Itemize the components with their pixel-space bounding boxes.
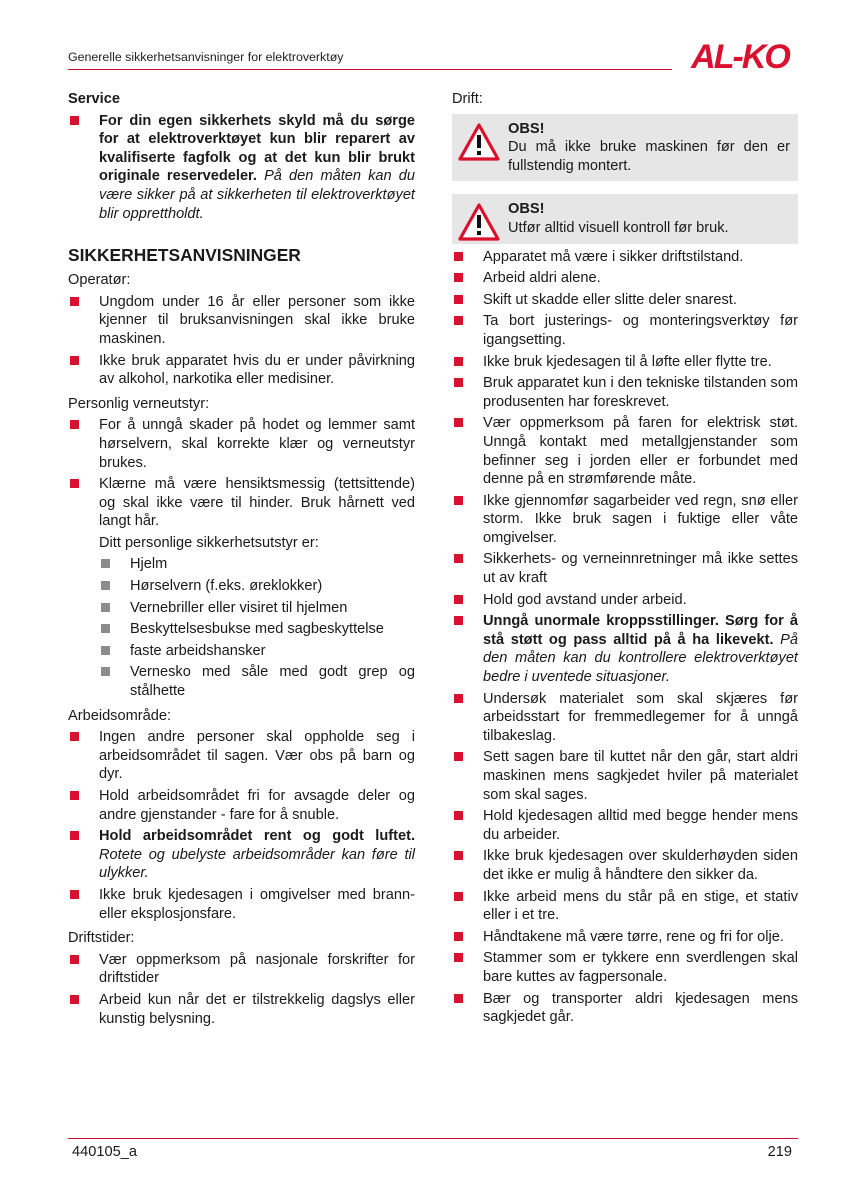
- bullet-square-icon: [101, 667, 110, 676]
- list-item: [68, 577, 415, 596]
- bullet-square-icon: [454, 273, 463, 282]
- list-item: [452, 807, 798, 844]
- list-item: [452, 949, 798, 986]
- bullet-square-icon: [454, 595, 463, 604]
- header-rule: [68, 69, 672, 70]
- warning-box: [452, 114, 798, 182]
- bullet-square-icon: [101, 603, 110, 612]
- list-item: [452, 312, 798, 349]
- item-text: Ikke bruk kjedesagen over skulderhøyden siden det ikke er mulig å håndtere den sikker da.: [483, 848, 798, 883]
- bullet-square-icon: [70, 116, 79, 125]
- bullet-square-icon: [454, 953, 463, 962]
- list-item: [68, 416, 415, 472]
- item-text: Hold arbeidsområdet fri for avsagde deler og andre gjenstander - fare for å snuble.: [99, 788, 415, 823]
- operator-label: Operatør:: [68, 272, 131, 289]
- item-text: Undersøk materialet som skal skjæres før arbeidsstart for fremmedlegemer for å unngå tilbakeslag.: [483, 690, 798, 744]
- page-number: 219: [767, 1144, 792, 1160]
- item-text: Stammer som er tykkere enn sverdlengen skal bare kuttes av fagpersonale.: [483, 950, 798, 985]
- item-text: Hjelm: [130, 556, 168, 573]
- bullet-square-icon: [70, 890, 79, 899]
- item-text: Beskyttelsesbukse med sagbeskyttelse: [130, 621, 384, 638]
- list-item: [68, 951, 415, 988]
- list-item: [68, 352, 415, 389]
- bullet-square-icon: [70, 995, 79, 1004]
- list-item: [68, 827, 415, 883]
- posture-bold-text: Unngå unormale kroppsstillinger. Sørg for å stå støtt og pass alltid på å ha likevekt.: [483, 613, 798, 648]
- workarea-italic-text: Rotete og ubelyste arbeidsområder kan føre til ulykker.: [99, 846, 415, 882]
- service-italic-text: På den måten kan du være sikker på at sikkerheten til elektroverktøyet blir opprettholdt.: [99, 168, 415, 222]
- list-item: [452, 353, 798, 372]
- left-column: [68, 90, 415, 1028]
- list-item: [452, 928, 798, 947]
- item-text: Hold god avstand under arbeid.: [483, 591, 687, 608]
- workarea-label: Arbeidsområde:: [68, 707, 172, 724]
- header-title: Generelle sikkerhetsanvisninger for elektroverktøy: [68, 50, 344, 64]
- bullet-square-icon: [70, 297, 79, 306]
- bullet-square-icon: [70, 356, 79, 365]
- item-text: Ikke bruk apparatet hvis du er under påvirkning av alkohol, narkotika eller medisiner.: [99, 352, 415, 388]
- right-column: [452, 90, 798, 1027]
- warning-title: OBS!: [508, 120, 545, 137]
- workarea-list: [68, 728, 415, 923]
- bullet-square-icon: [454, 694, 463, 703]
- list-item: [68, 112, 415, 224]
- workarea-bold-text: Hold arbeidsområdet rent og godt luftet.: [99, 828, 415, 845]
- warning-box: [452, 194, 798, 243]
- item-text: faste arbeidshansker: [130, 642, 266, 659]
- ppe-list: [68, 416, 415, 531]
- document-code: 440105_a: [72, 1144, 137, 1160]
- warning-triangle-icon: [457, 122, 501, 162]
- list-item: [452, 888, 798, 925]
- bullet-square-icon: [454, 316, 463, 325]
- item-text: Sikkerhets- og verneinnretninger må ikke settes ut av kraft: [483, 551, 798, 587]
- bullet-square-icon: [454, 357, 463, 366]
- warning-text: Du må ikke bruke maskinen før den er fullstendig montert.: [508, 139, 790, 174]
- item-text: Ikke gjennomfør sagarbeider ved regn, snø eller storm. Ikke bruk sagen i fuktige eller våte omgivelser.: [483, 492, 798, 546]
- item-text: Ingen andre personer skal oppholde seg i arbeidsområdet til sagen. Vær obs på barn og dyr.: [99, 729, 415, 783]
- bullet-square-icon: [70, 791, 79, 800]
- bullet-square-icon: [454, 252, 463, 261]
- bullet-square-icon: [454, 378, 463, 387]
- warning-triangle-icon: [457, 202, 501, 242]
- optime-label: Driftstider:: [68, 930, 135, 947]
- bullet-square-icon: [454, 496, 463, 505]
- item-text: Ikke bruk kjedesagen i omgivelser med brann- eller eksplosjonsfare.: [99, 886, 415, 922]
- list-item: [68, 599, 415, 618]
- optime-list: [68, 951, 415, 1028]
- alko-logo: [680, 38, 800, 74]
- list-item: [68, 555, 415, 574]
- list-item: [68, 728, 415, 784]
- list-item: [68, 293, 415, 349]
- bullet-square-icon: [70, 732, 79, 741]
- list-item: [452, 690, 798, 746]
- list-item: [68, 620, 415, 639]
- item-text: Hold kjedesagen alltid med begge hender mens du arbeider.: [483, 808, 798, 843]
- list-item: [452, 612, 798, 686]
- service-bold-text: For din egen sikkerhets skyld må du sørge for at elektroverktøyet kun blir reparert av kvalifiserte fagfolk og at det kun blir brukt originale reservedeler.: [99, 112, 415, 185]
- operation-label: Drift:: [452, 91, 483, 107]
- item-text: Vernesko med såle med godt grep og stålhette: [130, 664, 415, 700]
- item-text: Klærne må være hensiktsmessig (tettsittende) og skal ikke være til hinder. Bruk hårnett ved langt hår.: [99, 476, 415, 530]
- svg-text:AL-KO: AL-KO: [691, 38, 789, 74]
- list-item: [452, 374, 798, 411]
- item-text: Apparatet må være i sikker driftstilstand.: [483, 248, 744, 265]
- bullet-square-icon: [454, 752, 463, 761]
- ppe-gear-list: [68, 555, 415, 700]
- bullet-square-icon: [454, 418, 463, 427]
- list-item: [68, 642, 415, 661]
- service-heading: Service: [68, 91, 120, 107]
- item-text: Skift ut skadde eller slitte deler snarest.: [483, 291, 737, 308]
- list-item: [452, 492, 798, 548]
- warning-text: Utfør alltid visuell kontroll før bruk.: [508, 219, 729, 236]
- list-item: [68, 663, 415, 700]
- bullet-square-icon: [101, 559, 110, 568]
- list-item: [452, 847, 798, 884]
- item-text: Bær og transporter aldri kjedesagen mens sagkjedet går.: [483, 990, 798, 1026]
- item-text: Sett sagen bare til kuttet når den går, start aldri maskinen mens sagkjedet hviler på materialet som skal sages.: [483, 749, 798, 803]
- bullet-square-icon: [454, 851, 463, 860]
- operator-list: [68, 293, 415, 389]
- item-text: Ta bort justerings- og monteringsverktøy før igangsetting.: [483, 313, 798, 348]
- list-item: [68, 475, 415, 531]
- item-text: Ikke bruk kjedesagen til å løfte eller flytte tre.: [483, 353, 772, 370]
- posture-italic-text: På den måten kan du kontrollere elektroverktøyet bedre i uventede situasjoner.: [483, 631, 798, 686]
- bullet-square-icon: [101, 581, 110, 590]
- item-text: Ikke arbeid mens du står på en stige, et stativ eller i et tre.: [483, 888, 798, 924]
- item-text: Bruk apparatet kun i den tekniske tilstanden som produsenten har foreskrevet.: [483, 375, 798, 410]
- footer-rule: [68, 1138, 798, 1139]
- ppe-note: Ditt personlige sikkerhetsutstyr er:: [99, 534, 319, 551]
- list-item: [452, 591, 798, 610]
- service-list: [68, 112, 415, 224]
- bullet-square-icon: [101, 624, 110, 633]
- bullet-square-icon: [101, 646, 110, 655]
- item-text: Vær oppmerksom på nasjonale forskrifter for driftstider: [99, 951, 415, 987]
- item-text: For å unngå skader på hodet og lemmer samt hørselvern, skal korrekte klær og verneutstyr brukes.: [99, 417, 415, 471]
- bullet-square-icon: [454, 811, 463, 820]
- list-item: [452, 291, 798, 310]
- list-item: [68, 991, 415, 1028]
- list-item: [452, 550, 798, 587]
- list-item: [452, 990, 798, 1027]
- bullet-square-icon: [454, 295, 463, 304]
- bullet-square-icon: [454, 994, 463, 1003]
- item-text: Vær oppmerksom på faren for elektrisk støt. Unngå kontakt med metallgjenstander som befinner seg i jorden eller er forbundet med denne på en strømførende måte.: [483, 415, 798, 488]
- list-item: [452, 414, 798, 488]
- item-text: Vernebriller eller visiret til hjelmen: [130, 599, 348, 616]
- bullet-square-icon: [70, 420, 79, 429]
- ppe-label: Personlig verneutstyr:: [68, 395, 210, 412]
- safety-heading: SIKKERHETSANVISNINGER: [68, 245, 301, 266]
- bullet-square-icon: [454, 892, 463, 901]
- bullet-square-icon: [454, 554, 463, 563]
- item-text: Arbeid kun når det er tilstrekkelig dagslys eller kunstig belysning.: [99, 991, 415, 1027]
- operation-list: [452, 248, 798, 1027]
- bullet-square-icon: [454, 932, 463, 941]
- list-item: [452, 748, 798, 804]
- list-item: [68, 787, 415, 824]
- list-item: [452, 269, 798, 288]
- item-text: Arbeid aldri alene.: [483, 270, 601, 287]
- bullet-square-icon: [454, 616, 463, 625]
- bullet-square-icon: [70, 955, 79, 964]
- warning-title: OBS!: [508, 201, 545, 218]
- bullet-square-icon: [70, 831, 79, 840]
- item-text: Ungdom under 16 år eller personer som ikke kjenner til bruksanvisningen skal ikke bruke maskinen.: [99, 293, 415, 347]
- list-item: [452, 248, 798, 267]
- item-text: Håndtakene må være tørre, rene og fri for olje.: [483, 928, 784, 945]
- item-text: Hørselvern (f.eks. øreklokker): [130, 578, 323, 595]
- list-item: [68, 886, 415, 923]
- bullet-square-icon: [70, 479, 79, 488]
